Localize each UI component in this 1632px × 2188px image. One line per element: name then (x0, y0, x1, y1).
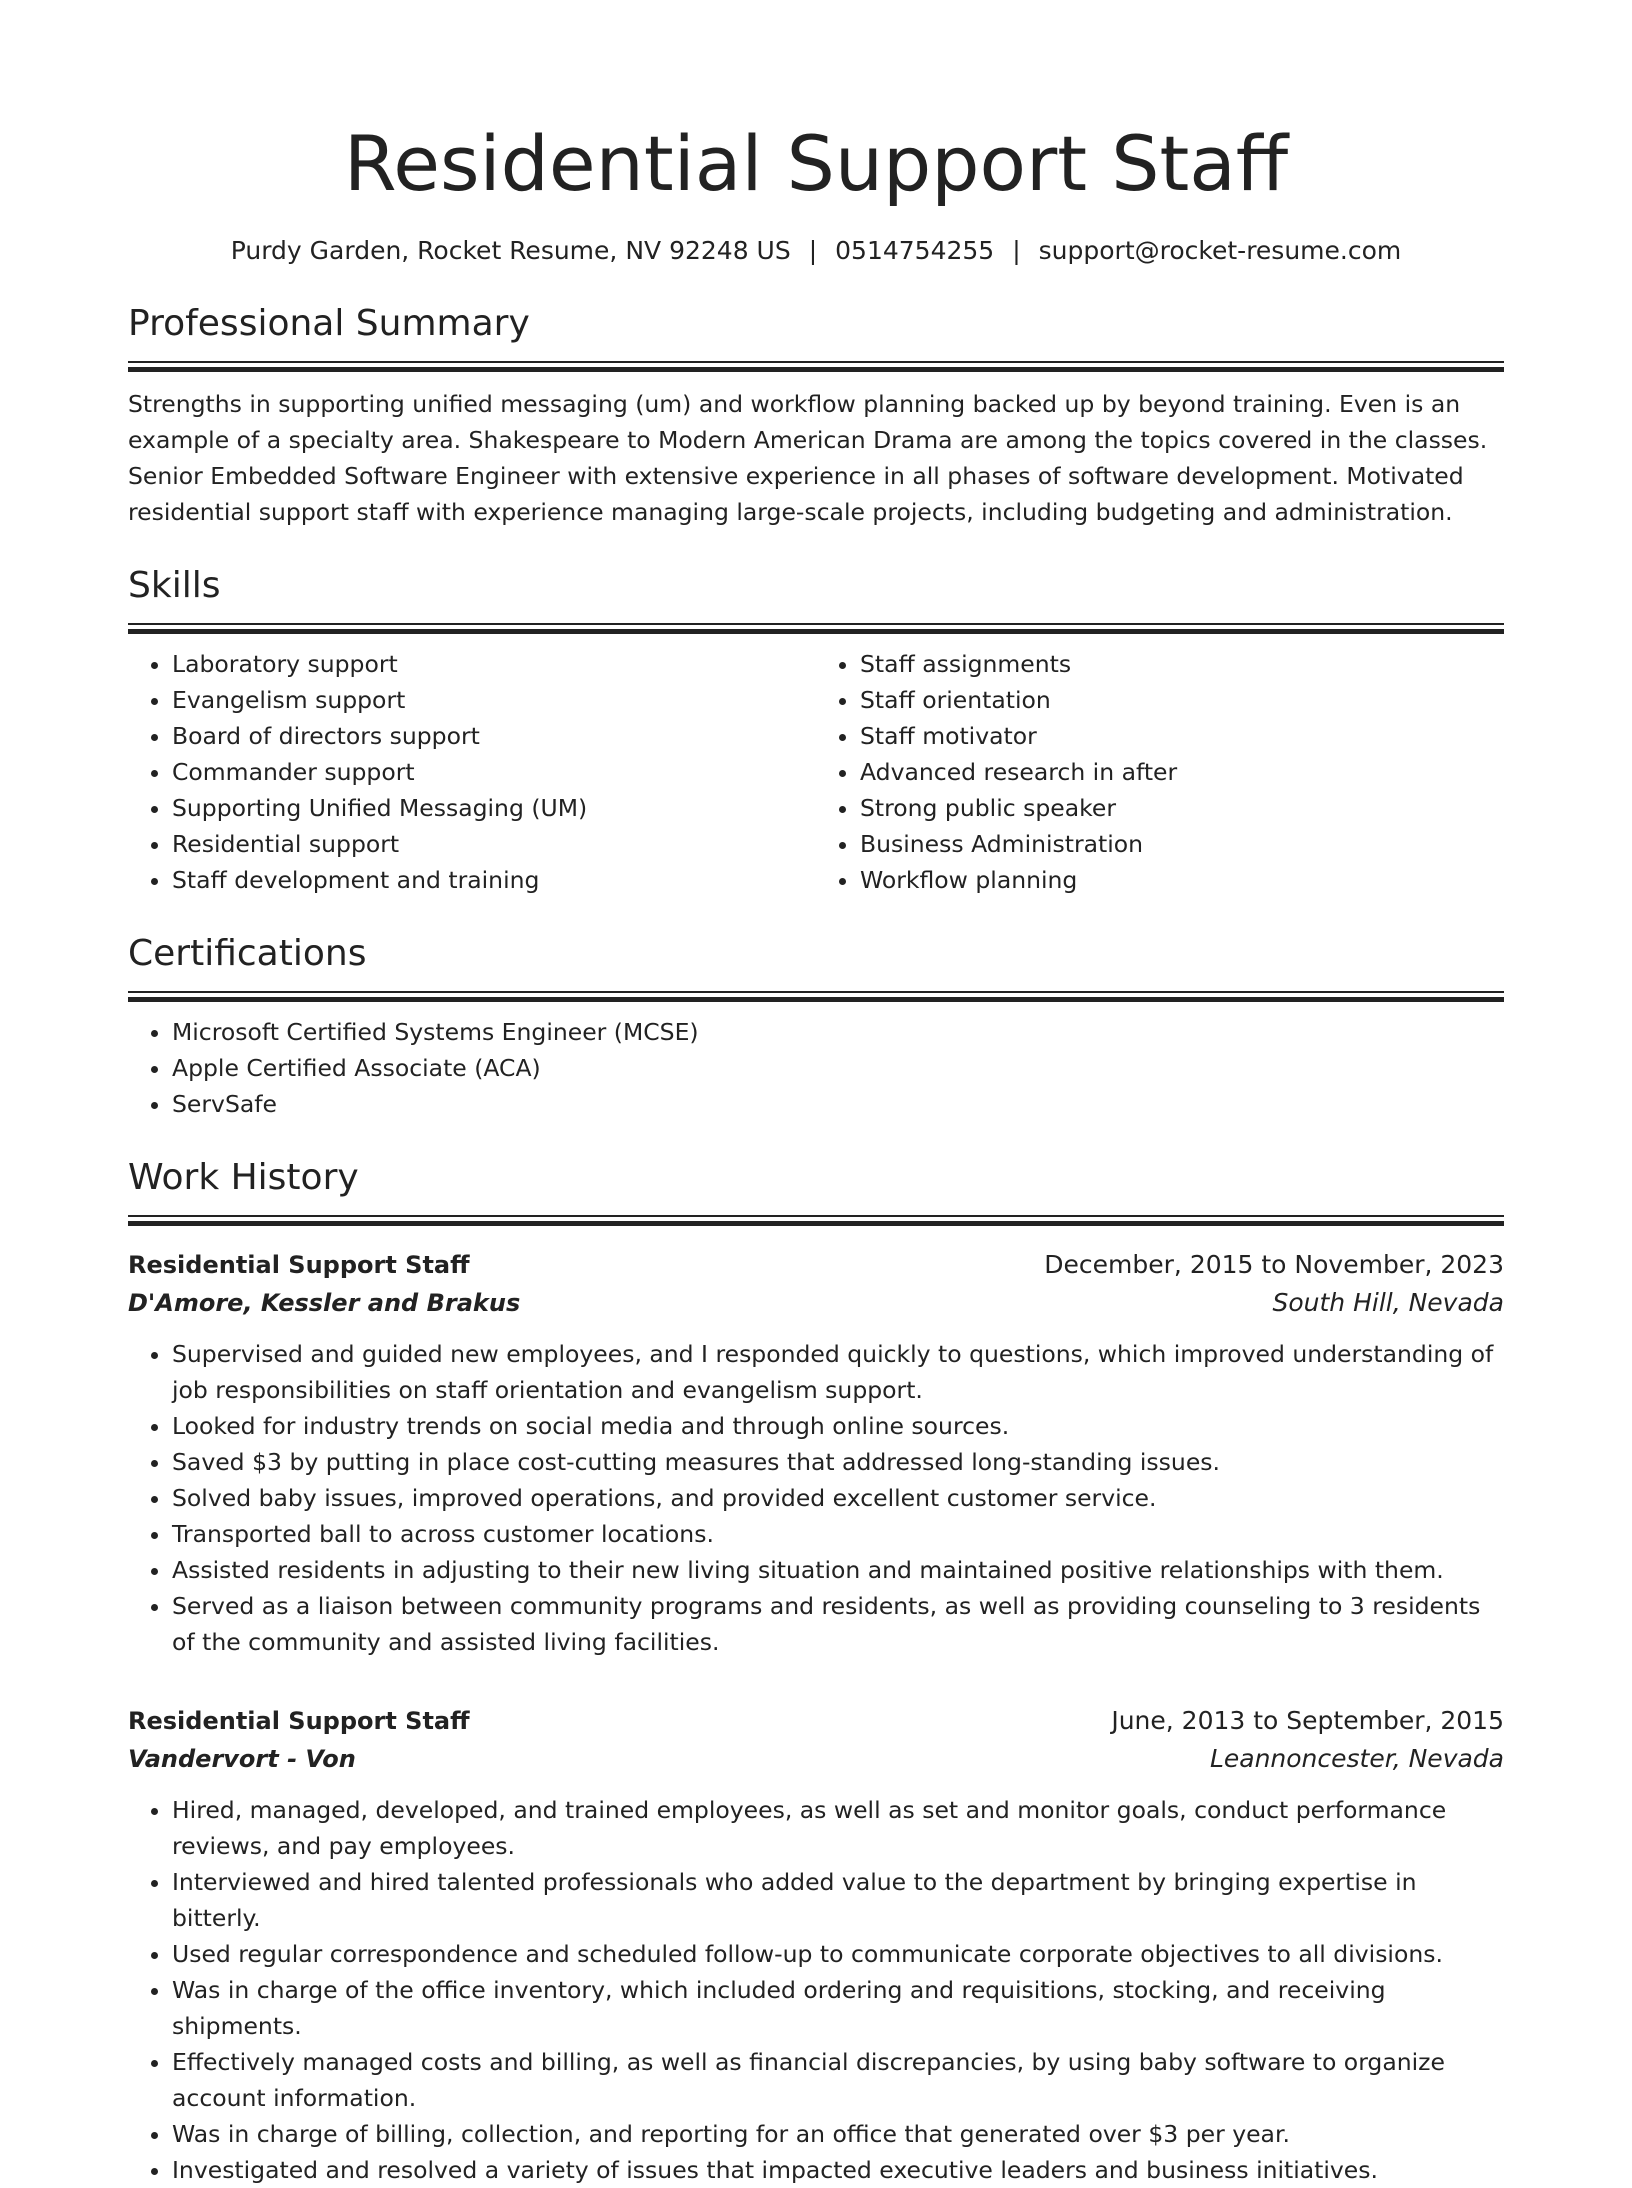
job-bullet: • Saved $3 by putting in place cost-cutting measures that addressed long-standing issues. (172, 1444, 1504, 1480)
skill-item: • Supporting Unified Messaging (UM) (172, 790, 816, 826)
skill-item: • Advanced research in after (860, 754, 1504, 790)
candidate-name: Residential Support Staff (343, 119, 1289, 208)
job-bullet: • Effectively managed costs and billing, as well as financial discrepancies, by using baby software to organize account information. (172, 2044, 1504, 2116)
contact-separator: | (1012, 236, 1021, 266)
job-header-row (128, 1702, 1504, 1740)
section-title-work-history: Work History (128, 1157, 359, 1199)
job-bullet: • Used regular correspondence and scheduled follow-up to communicate corporate objectives to all divisions. (172, 1936, 1504, 1972)
skills-section (128, 564, 1504, 898)
job-bullet: • Assisted residents in adjusting to their new living situation and maintained positive relationships with them. (172, 1552, 1504, 1588)
skill-item: • Residential support (172, 826, 816, 862)
job-bullet: • Supervised and guided new employees, and I responded quickly to questions, which improved understanding of job responsibilities on staff orientation and evangelism support. (172, 1336, 1504, 1408)
contact-phone: 0514754255 (835, 236, 995, 266)
section-divider (128, 991, 1504, 1002)
summary-text: Strengths in supporting unified messaging (um) and workflow planning backed up by beyond training. Even is an example of a specialty area. Shakespeare to Modern American Drama are among the topics covered in the classes. Senior Embedded Software Engineer with extensive experience in all phases of software development. Motivated residential support staff with experience managing large-scale projects, including budgeting and administration. (128, 389, 1488, 526)
job-bullet: • Looked for industry trends on social media and through online sources. (172, 1408, 1504, 1444)
job-bullet: • Hired, managed, developed, and trained employees, as well as set and monitor goals, conduct performance reviews, and pay employees. (172, 1792, 1504, 1864)
section-divider (128, 1215, 1504, 1226)
section-title-summary: Professional Summary (128, 302, 530, 344)
job-subheader-row (128, 1740, 1504, 1778)
job-entry (128, 1246, 1504, 1660)
section-divider (128, 623, 1504, 634)
skill-item: • Staff orientation (860, 682, 1504, 718)
job-header-row (128, 1246, 1504, 1284)
job-bullet: • Was in charge of billing, collection, and reporting for an office that generated over $3 per year. (172, 2116, 1504, 2152)
contact-email: support@rocket-resume.com (1038, 236, 1402, 266)
skill-item: • Staff assignments (860, 646, 1504, 682)
job-bullets (128, 1336, 1504, 1660)
job-bullet: • Investigated and resolved a variety of issues that impacted executive leaders and business initiatives. (172, 2152, 1504, 2188)
job-subheader-row (128, 1284, 1504, 1322)
section-divider (128, 361, 1504, 372)
work-history-section (128, 1156, 1504, 2188)
job-title: Residential Support Staff (128, 1707, 470, 1736)
job-location: Leannoncester, Nevada (1209, 1744, 1504, 1774)
skill-item: • Laboratory support (172, 646, 816, 682)
skill-item: • Workflow planning (860, 862, 1504, 898)
certification-item: • Apple Certified Associate (ACA) (172, 1050, 1504, 1086)
job-company: D'Amore, Kessler and Brakus (128, 1289, 521, 1318)
skill-item: • Board of directors support (172, 718, 816, 754)
contact-line (128, 235, 1504, 268)
job-bullet: • Served as a liaison between community programs and residents, as well as providing counseling to 3 residents of the community and assisted living facilities. (172, 1588, 1504, 1660)
job-dates: December, 2015 to November, 2023 (1044, 1250, 1504, 1280)
skills-list-right (816, 646, 1504, 898)
section-title-certifications: Certifications (128, 933, 367, 975)
certification-item: • ServSafe (172, 1086, 1504, 1122)
job-title: Residential Support Staff (128, 1251, 470, 1280)
job-dates: June, 2013 to September, 2015 (1111, 1706, 1504, 1736)
job-company: Vandervort - Von (128, 1745, 356, 1774)
certifications-list (128, 1014, 1504, 1122)
job-bullet: • Was in charge of the office inventory, which included ordering and requisitions, stocking, and receiving shipments. (172, 1972, 1504, 2044)
section-title-skills: Skills (128, 564, 221, 606)
job-bullet: • Interviewed and hired talented professionals who added value to the department by bringing expertise in bitterly. (172, 1864, 1504, 1936)
contact-address: Purdy Garden, Rocket Resume, NV 92248 US (230, 236, 791, 266)
job-location: South Hill, Nevada (1272, 1288, 1504, 1318)
job-bullet: • Transported ball to across customer locations. (172, 1516, 1504, 1552)
certifications-section (128, 932, 1504, 1122)
skill-item: • Staff development and training (172, 862, 816, 898)
skill-item: • Commander support (172, 754, 816, 790)
skill-item: • Evangelism support (172, 682, 816, 718)
skill-item: • Strong public speaker (860, 790, 1504, 826)
job-bullet: • Solved baby issues, improved operations, and provided excellent customer service. (172, 1480, 1504, 1516)
certification-item: • Microsoft Certified Systems Engineer (MCSE) (172, 1014, 1504, 1050)
skills-grid (128, 634, 1504, 898)
job-bullets (128, 1792, 1504, 2188)
job-entry (128, 1702, 1504, 2188)
skill-item: • Staff motivator (860, 718, 1504, 754)
contact-separator: | (808, 236, 818, 266)
summary-section (128, 302, 1504, 530)
skills-list-left (128, 646, 816, 898)
skill-item: • Business Administration (860, 826, 1504, 862)
